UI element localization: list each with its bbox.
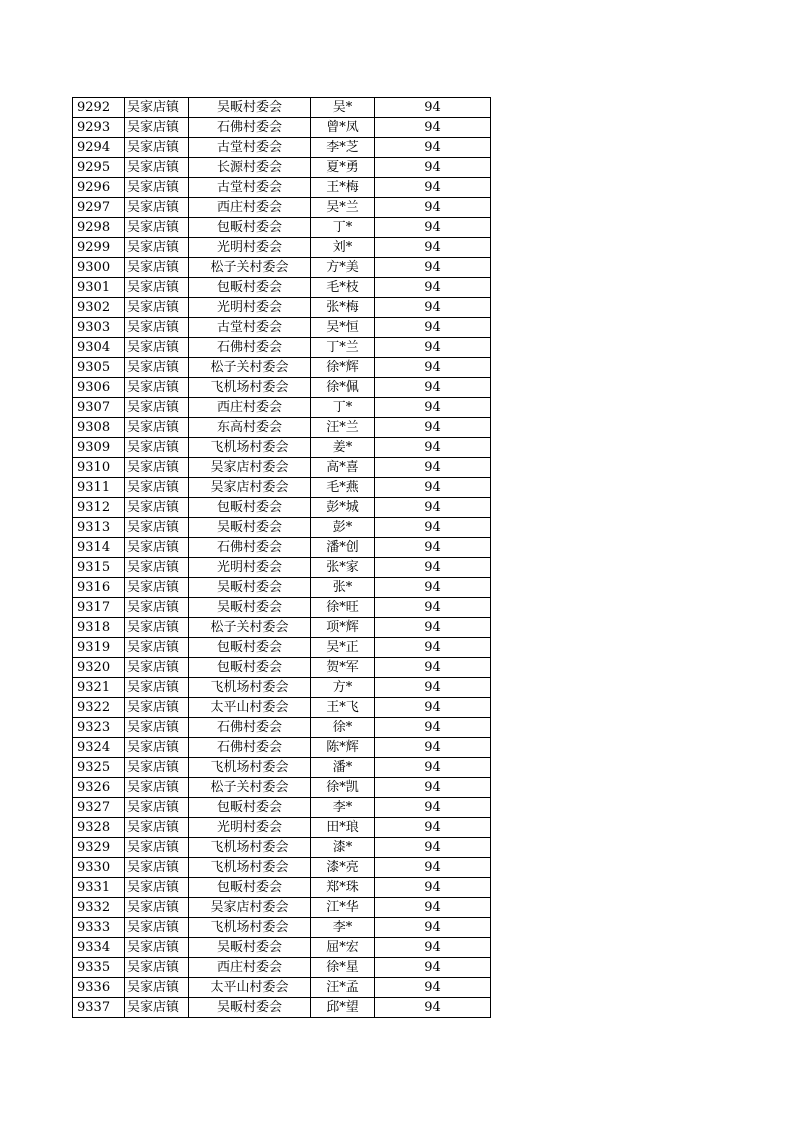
cell-town: 吴家店镇 (125, 578, 189, 598)
cell-town: 吴家店镇 (125, 758, 189, 778)
table-row (73, 818, 491, 838)
cell-record-number: 9305 (73, 358, 125, 378)
cell-person-name: 吴*恒 (311, 318, 375, 338)
cell-town: 吴家店镇 (125, 458, 189, 478)
table-row (73, 658, 491, 678)
cell-village-committee: 包畈村委会 (189, 878, 311, 898)
cell-village-committee: 飞机场村委会 (189, 838, 311, 858)
cell-record-number: 9327 (73, 798, 125, 818)
cell-score: 94 (375, 198, 491, 218)
cell-village-committee: 松子关村委会 (189, 258, 311, 278)
cell-village-committee: 吴畈村委会 (189, 518, 311, 538)
cell-record-number: 9297 (73, 198, 125, 218)
cell-town: 吴家店镇 (125, 298, 189, 318)
cell-town: 吴家店镇 (125, 858, 189, 878)
cell-score: 94 (375, 158, 491, 178)
cell-score: 94 (375, 138, 491, 158)
table-row (73, 758, 491, 778)
cell-town: 吴家店镇 (125, 278, 189, 298)
cell-score: 94 (375, 778, 491, 798)
cell-score: 94 (375, 698, 491, 718)
table-row (73, 218, 491, 238)
cell-score: 94 (375, 598, 491, 618)
cell-town: 吴家店镇 (125, 958, 189, 978)
cell-village-committee: 古堂村委会 (189, 318, 311, 338)
table-row (73, 378, 491, 398)
cell-person-name: 夏*勇 (311, 158, 375, 178)
cell-person-name: 李* (311, 918, 375, 938)
cell-record-number: 9316 (73, 578, 125, 598)
cell-person-name: 郑*珠 (311, 878, 375, 898)
table-row (73, 298, 491, 318)
cell-town: 吴家店镇 (125, 378, 189, 398)
cell-person-name: 丁* (311, 398, 375, 418)
table-row (73, 578, 491, 598)
cell-record-number: 9304 (73, 338, 125, 358)
cell-record-number: 9309 (73, 438, 125, 458)
cell-town: 吴家店镇 (125, 778, 189, 798)
table-row (73, 978, 491, 998)
cell-person-name: 田*琅 (311, 818, 375, 838)
cell-town: 吴家店镇 (125, 218, 189, 238)
cell-person-name: 漆*亮 (311, 858, 375, 878)
cell-score: 94 (375, 238, 491, 258)
cell-score: 94 (375, 858, 491, 878)
cell-record-number: 9320 (73, 658, 125, 678)
cell-person-name: 张*家 (311, 558, 375, 578)
table-row (73, 258, 491, 278)
cell-village-committee: 吴畈村委会 (189, 598, 311, 618)
cell-village-committee: 包畈村委会 (189, 798, 311, 818)
cell-record-number: 9303 (73, 318, 125, 338)
cell-score: 94 (375, 818, 491, 838)
roster-table-body (73, 98, 491, 1018)
cell-record-number: 9321 (73, 678, 125, 698)
table-row (73, 338, 491, 358)
cell-person-name: 王*梅 (311, 178, 375, 198)
table-row (73, 498, 491, 518)
cell-person-name: 方* (311, 678, 375, 698)
cell-record-number: 9295 (73, 158, 125, 178)
table-row (73, 938, 491, 958)
cell-record-number: 9301 (73, 278, 125, 298)
cell-village-committee: 石佛村委会 (189, 718, 311, 738)
cell-village-committee: 吴畈村委会 (189, 938, 311, 958)
cell-record-number: 9302 (73, 298, 125, 318)
cell-record-number: 9296 (73, 178, 125, 198)
cell-town: 吴家店镇 (125, 918, 189, 938)
cell-village-committee: 西庄村委会 (189, 958, 311, 978)
cell-person-name: 丁* (311, 218, 375, 238)
cell-record-number: 9331 (73, 878, 125, 898)
cell-village-committee: 飞机场村委会 (189, 438, 311, 458)
cell-score: 94 (375, 758, 491, 778)
cell-record-number: 9299 (73, 238, 125, 258)
table-row (73, 698, 491, 718)
table-row (73, 958, 491, 978)
cell-score: 94 (375, 178, 491, 198)
table-row (73, 118, 491, 138)
table-row (73, 278, 491, 298)
cell-town: 吴家店镇 (125, 738, 189, 758)
cell-score: 94 (375, 478, 491, 498)
cell-town: 吴家店镇 (125, 358, 189, 378)
cell-village-committee: 包畈村委会 (189, 658, 311, 678)
cell-person-name: 方*美 (311, 258, 375, 278)
cell-village-committee: 长源村委会 (189, 158, 311, 178)
cell-score: 94 (375, 978, 491, 998)
cell-record-number: 9292 (73, 98, 125, 118)
cell-record-number: 9333 (73, 918, 125, 938)
cell-town: 吴家店镇 (125, 798, 189, 818)
cell-village-committee: 光明村委会 (189, 818, 311, 838)
cell-record-number: 9300 (73, 258, 125, 278)
cell-village-committee: 石佛村委会 (189, 338, 311, 358)
table-row (73, 358, 491, 378)
cell-score: 94 (375, 798, 491, 818)
cell-person-name: 屈*宏 (311, 938, 375, 958)
cell-record-number: 9314 (73, 538, 125, 558)
cell-score: 94 (375, 998, 491, 1018)
cell-village-committee: 光明村委会 (189, 238, 311, 258)
cell-person-name: 江*华 (311, 898, 375, 918)
cell-record-number: 9336 (73, 978, 125, 998)
cell-record-number: 9298 (73, 218, 125, 238)
cell-village-committee: 东高村委会 (189, 418, 311, 438)
cell-person-name: 项*辉 (311, 618, 375, 638)
cell-record-number: 9325 (73, 758, 125, 778)
cell-person-name: 徐*凯 (311, 778, 375, 798)
table-row (73, 738, 491, 758)
cell-score: 94 (375, 538, 491, 558)
table-row (73, 518, 491, 538)
cell-record-number: 9307 (73, 398, 125, 418)
cell-village-committee: 包畈村委会 (189, 278, 311, 298)
cell-town: 吴家店镇 (125, 258, 189, 278)
cell-village-committee: 西庄村委会 (189, 398, 311, 418)
cell-town: 吴家店镇 (125, 998, 189, 1018)
cell-town: 吴家店镇 (125, 558, 189, 578)
cell-score: 94 (375, 458, 491, 478)
cell-person-name: 汪*兰 (311, 418, 375, 438)
table-row (73, 478, 491, 498)
cell-score: 94 (375, 118, 491, 138)
cell-town: 吴家店镇 (125, 498, 189, 518)
cell-person-name: 毛*枝 (311, 278, 375, 298)
cell-record-number: 9330 (73, 858, 125, 878)
cell-person-name: 徐*辉 (311, 358, 375, 378)
table-row (73, 638, 491, 658)
cell-score: 94 (375, 98, 491, 118)
cell-score: 94 (375, 938, 491, 958)
cell-village-committee: 包畈村委会 (189, 218, 311, 238)
cell-person-name: 汪*孟 (311, 978, 375, 998)
cell-village-committee: 包畈村委会 (189, 498, 311, 518)
cell-record-number: 9294 (73, 138, 125, 158)
cell-record-number: 9324 (73, 738, 125, 758)
cell-record-number: 9332 (73, 898, 125, 918)
cell-town: 吴家店镇 (125, 178, 189, 198)
cell-village-committee: 松子关村委会 (189, 778, 311, 798)
cell-village-committee: 飞机场村委会 (189, 858, 311, 878)
cell-score: 94 (375, 718, 491, 738)
cell-score: 94 (375, 338, 491, 358)
table-row (73, 678, 491, 698)
cell-village-committee: 吴家店村委会 (189, 898, 311, 918)
cell-person-name: 丁*兰 (311, 338, 375, 358)
cell-town: 吴家店镇 (125, 878, 189, 898)
cell-score: 94 (375, 278, 491, 298)
cell-town: 吴家店镇 (125, 98, 189, 118)
cell-village-committee: 包畈村委会 (189, 638, 311, 658)
cell-town: 吴家店镇 (125, 138, 189, 158)
cell-town: 吴家店镇 (125, 678, 189, 698)
cell-score: 94 (375, 958, 491, 978)
cell-town: 吴家店镇 (125, 158, 189, 178)
cell-record-number: 9318 (73, 618, 125, 638)
cell-person-name: 曾*凤 (311, 118, 375, 138)
cell-record-number: 9328 (73, 818, 125, 838)
table-row (73, 138, 491, 158)
cell-score: 94 (375, 518, 491, 538)
cell-person-name: 徐*星 (311, 958, 375, 978)
table-row (73, 318, 491, 338)
table-row (73, 878, 491, 898)
table-row (73, 558, 491, 578)
cell-village-committee: 古堂村委会 (189, 178, 311, 198)
table-row (73, 238, 491, 258)
cell-village-committee: 西庄村委会 (189, 198, 311, 218)
cell-score: 94 (375, 378, 491, 398)
cell-score: 94 (375, 358, 491, 378)
table-row (73, 718, 491, 738)
cell-score: 94 (375, 218, 491, 238)
cell-person-name: 彭* (311, 518, 375, 538)
cell-village-committee: 松子关村委会 (189, 618, 311, 638)
cell-person-name: 张*梅 (311, 298, 375, 318)
cell-person-name: 吴*兰 (311, 198, 375, 218)
cell-village-committee: 太平山村委会 (189, 698, 311, 718)
cell-score: 94 (375, 318, 491, 338)
cell-village-committee: 飞机场村委会 (189, 378, 311, 398)
cell-person-name: 吴*正 (311, 638, 375, 658)
cell-record-number: 9335 (73, 958, 125, 978)
cell-record-number: 9317 (73, 598, 125, 618)
cell-person-name: 陈*辉 (311, 738, 375, 758)
cell-person-name: 张* (311, 578, 375, 598)
table-row (73, 778, 491, 798)
cell-person-name: 潘* (311, 758, 375, 778)
cell-person-name: 潘*创 (311, 538, 375, 558)
cell-record-number: 9334 (73, 938, 125, 958)
cell-score: 94 (375, 578, 491, 598)
cell-record-number: 9315 (73, 558, 125, 578)
cell-town: 吴家店镇 (125, 838, 189, 858)
cell-town: 吴家店镇 (125, 518, 189, 538)
cell-record-number: 9326 (73, 778, 125, 798)
cell-person-name: 徐* (311, 718, 375, 738)
cell-record-number: 9313 (73, 518, 125, 538)
cell-town: 吴家店镇 (125, 718, 189, 738)
cell-town: 吴家店镇 (125, 898, 189, 918)
cell-town: 吴家店镇 (125, 338, 189, 358)
cell-record-number: 9337 (73, 998, 125, 1018)
cell-village-committee: 光明村委会 (189, 558, 311, 578)
cell-village-committee: 飞机场村委会 (189, 758, 311, 778)
cell-town: 吴家店镇 (125, 198, 189, 218)
cell-village-committee: 吴家店村委会 (189, 458, 311, 478)
table-row (73, 858, 491, 878)
cell-score: 94 (375, 438, 491, 458)
cell-record-number: 9311 (73, 478, 125, 498)
table-row (73, 918, 491, 938)
cell-score: 94 (375, 618, 491, 638)
table-row (73, 458, 491, 478)
table-row (73, 898, 491, 918)
cell-person-name: 姜* (311, 438, 375, 458)
cell-score: 94 (375, 298, 491, 318)
cell-score: 94 (375, 258, 491, 278)
cell-village-committee: 吴畈村委会 (189, 578, 311, 598)
cell-person-name: 高*喜 (311, 458, 375, 478)
cell-town: 吴家店镇 (125, 538, 189, 558)
table-row (73, 158, 491, 178)
table-row (73, 998, 491, 1018)
cell-village-committee: 吴家店村委会 (189, 478, 311, 498)
cell-town: 吴家店镇 (125, 118, 189, 138)
cell-record-number: 9329 (73, 838, 125, 858)
cell-person-name: 徐*佩 (311, 378, 375, 398)
cell-record-number: 9312 (73, 498, 125, 518)
cell-village-committee: 飞机场村委会 (189, 678, 311, 698)
cell-person-name: 毛*燕 (311, 478, 375, 498)
cell-person-name: 李* (311, 798, 375, 818)
cell-town: 吴家店镇 (125, 438, 189, 458)
table-row (73, 418, 491, 438)
cell-record-number: 9310 (73, 458, 125, 478)
cell-score: 94 (375, 678, 491, 698)
cell-village-committee: 松子关村委会 (189, 358, 311, 378)
table-row (73, 98, 491, 118)
cell-score: 94 (375, 918, 491, 938)
cell-town: 吴家店镇 (125, 818, 189, 838)
cell-town: 吴家店镇 (125, 698, 189, 718)
table-row (73, 178, 491, 198)
cell-person-name: 吴* (311, 98, 375, 118)
cell-record-number: 9319 (73, 638, 125, 658)
cell-village-committee: 古堂村委会 (189, 138, 311, 158)
cell-record-number: 9306 (73, 378, 125, 398)
cell-town: 吴家店镇 (125, 598, 189, 618)
cell-village-committee: 吴畈村委会 (189, 98, 311, 118)
cell-town: 吴家店镇 (125, 398, 189, 418)
cell-town: 吴家店镇 (125, 938, 189, 958)
cell-village-committee: 吴畈村委会 (189, 998, 311, 1018)
cell-town: 吴家店镇 (125, 238, 189, 258)
cell-village-committee: 光明村委会 (189, 298, 311, 318)
table-row (73, 798, 491, 818)
cell-record-number: 9308 (73, 418, 125, 438)
cell-village-committee: 石佛村委会 (189, 538, 311, 558)
cell-person-name: 刘* (311, 238, 375, 258)
cell-person-name: 漆* (311, 838, 375, 858)
cell-person-name: 王*飞 (311, 698, 375, 718)
roster-table (72, 97, 491, 1018)
cell-village-committee: 石佛村委会 (189, 738, 311, 758)
cell-score: 94 (375, 838, 491, 858)
cell-village-committee: 石佛村委会 (189, 118, 311, 138)
cell-town: 吴家店镇 (125, 478, 189, 498)
cell-town: 吴家店镇 (125, 618, 189, 638)
table-row (73, 398, 491, 418)
table-row (73, 198, 491, 218)
cell-score: 94 (375, 558, 491, 578)
cell-person-name: 邱*望 (311, 998, 375, 1018)
cell-village-committee: 飞机场村委会 (189, 918, 311, 938)
table-row (73, 618, 491, 638)
cell-score: 94 (375, 418, 491, 438)
cell-score: 94 (375, 738, 491, 758)
cell-person-name: 彭*城 (311, 498, 375, 518)
table-row (73, 838, 491, 858)
cell-record-number: 9322 (73, 698, 125, 718)
cell-score: 94 (375, 498, 491, 518)
cell-score: 94 (375, 898, 491, 918)
cell-person-name: 贺*军 (311, 658, 375, 678)
cell-score: 94 (375, 658, 491, 678)
table-row (73, 598, 491, 618)
cell-town: 吴家店镇 (125, 638, 189, 658)
cell-person-name: 徐*旺 (311, 598, 375, 618)
cell-score: 94 (375, 398, 491, 418)
cell-town: 吴家店镇 (125, 318, 189, 338)
cell-town: 吴家店镇 (125, 418, 189, 438)
cell-village-committee: 太平山村委会 (189, 978, 311, 998)
cell-score: 94 (375, 638, 491, 658)
table-row (73, 438, 491, 458)
table-row (73, 538, 491, 558)
cell-town: 吴家店镇 (125, 978, 189, 998)
cell-person-name: 李*芝 (311, 138, 375, 158)
cell-record-number: 9323 (73, 718, 125, 738)
cell-score: 94 (375, 878, 491, 898)
cell-town: 吴家店镇 (125, 658, 189, 678)
cell-record-number: 9293 (73, 118, 125, 138)
